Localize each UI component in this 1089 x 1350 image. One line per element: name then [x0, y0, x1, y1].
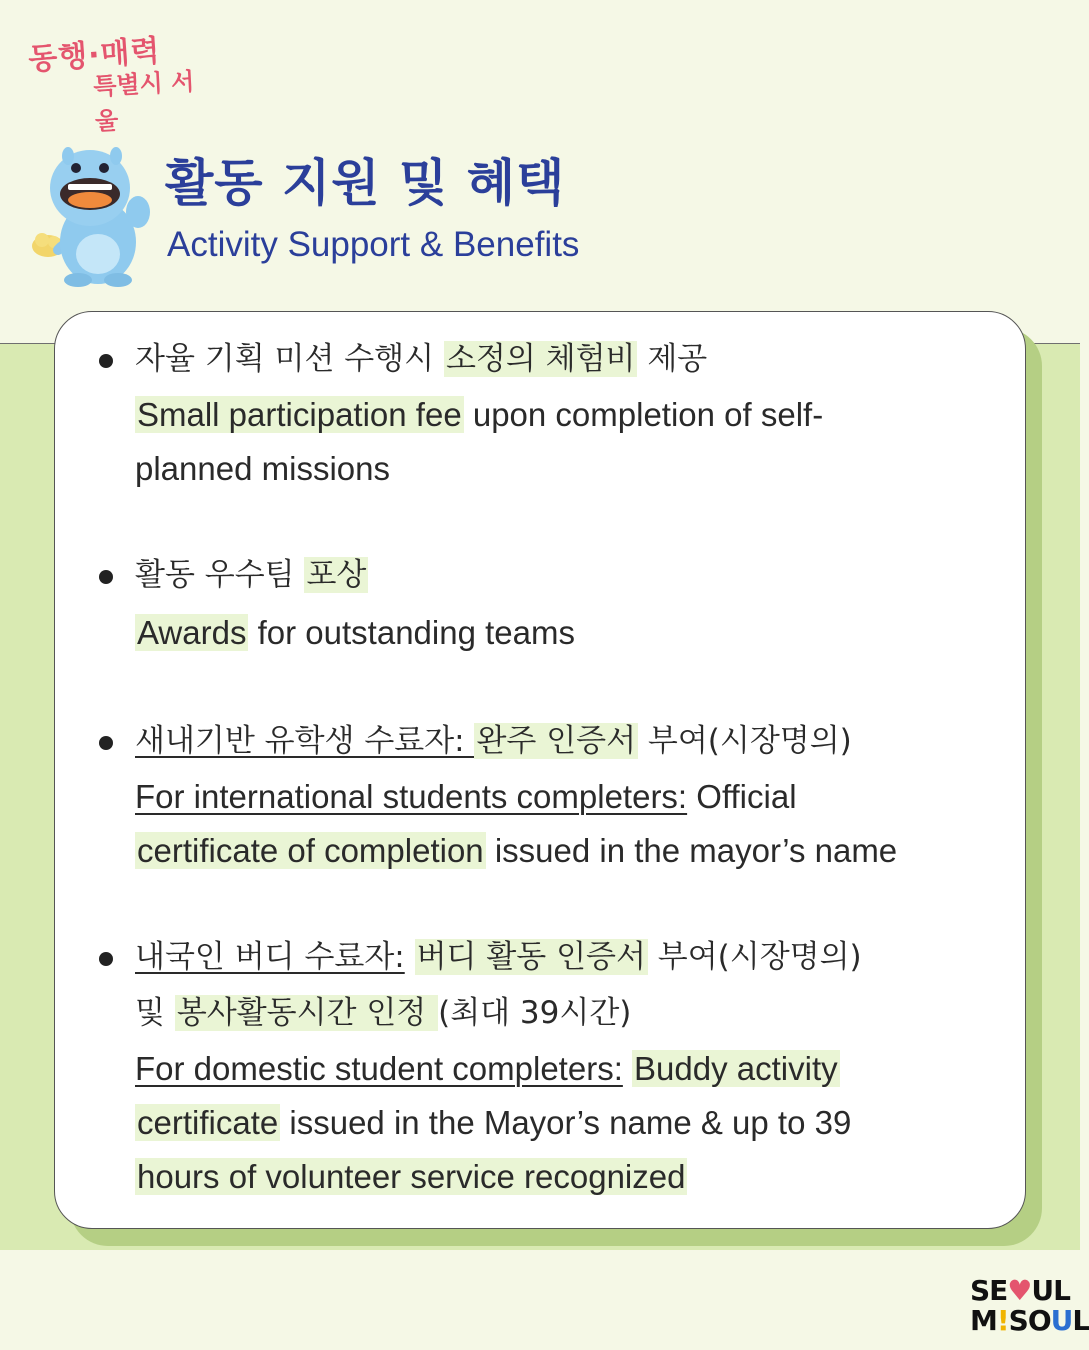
highlighted-text: certificate	[137, 1104, 279, 1141]
underlined-text: 내국인 버디 수료자:	[135, 939, 405, 975]
logo-line-1: 동행·매력	[27, 33, 162, 78]
highlighted-text: 소정의 체험비	[445, 341, 636, 377]
haechi-mascot-icon	[28, 142, 153, 287]
bullet-icon	[99, 952, 113, 966]
item-line	[135, 548, 368, 602]
brand-line-1: SE♥UL	[970, 1274, 1070, 1307]
brand-line-2: M!SOUL	[970, 1304, 1089, 1337]
highlighted-text: 포상	[306, 557, 367, 593]
item-text: issued in the mayor’s name	[485, 832, 898, 869]
item-text: 자율 기획 미션 수행시	[135, 341, 444, 377]
item-line	[135, 986, 631, 1040]
item-line	[135, 714, 852, 768]
underlined-text: For international students completers:	[135, 778, 688, 815]
bullet-icon	[99, 354, 113, 368]
highlighted-text: Small participation fee	[137, 396, 462, 433]
highlighted-text: 완주 인증서	[476, 723, 637, 759]
logo-line-2: 특별시 서울	[92, 67, 195, 136]
item-text: for outstanding teams	[248, 614, 575, 651]
item-line	[135, 930, 862, 984]
item-text: upon completion of self-	[463, 396, 824, 433]
benefits-card	[54, 311, 1026, 1229]
item-line	[135, 442, 390, 496]
item-line	[135, 606, 575, 660]
page-subtitle: Activity Support & Benefits	[167, 225, 580, 264]
item-line	[135, 1042, 840, 1096]
seoul-my-soul-logo	[970, 1274, 1089, 1338]
item-text: (최대 39시간)	[438, 995, 632, 1031]
item-text: 부여(시장명의)	[647, 939, 862, 975]
item-text: issued in the Mayor’s name & up to 39	[280, 1104, 852, 1141]
seoul-slogan-logo	[27, 30, 198, 136]
highlighted-text: 봉사활동시간 인정	[176, 995, 437, 1031]
item-line	[135, 824, 897, 878]
highlighted-text: Awards	[137, 614, 247, 651]
item-text: 제공	[637, 341, 708, 377]
item-text	[623, 1050, 632, 1087]
item-line	[135, 770, 797, 824]
highlighted-text: hours of volunteer service recognized	[137, 1158, 686, 1195]
item-line	[135, 1150, 687, 1204]
item-line	[135, 388, 823, 442]
highlighted-text: certificate of completion	[137, 832, 484, 869]
highlighted-text: 버디 활동 인증서	[416, 939, 646, 975]
item-text	[405, 939, 415, 975]
item-line	[135, 332, 707, 386]
underlined-text: 새내기반 유학생 수료자:	[135, 723, 475, 759]
bullet-icon	[99, 736, 113, 750]
item-text: 및	[135, 995, 175, 1031]
bullet-icon	[99, 570, 113, 584]
highlighted-text: Buddy activity	[634, 1050, 838, 1087]
item-text: 활동 우수팀	[135, 557, 305, 593]
underlined-text: For domestic student completers:	[135, 1050, 623, 1087]
item-line	[135, 1096, 851, 1150]
item-text: 부여(시장명의)	[638, 723, 852, 759]
item-text: planned missions	[135, 450, 390, 487]
item-text: Official	[687, 778, 797, 815]
page-title: 활동 지원 및 혜택	[165, 154, 566, 212]
